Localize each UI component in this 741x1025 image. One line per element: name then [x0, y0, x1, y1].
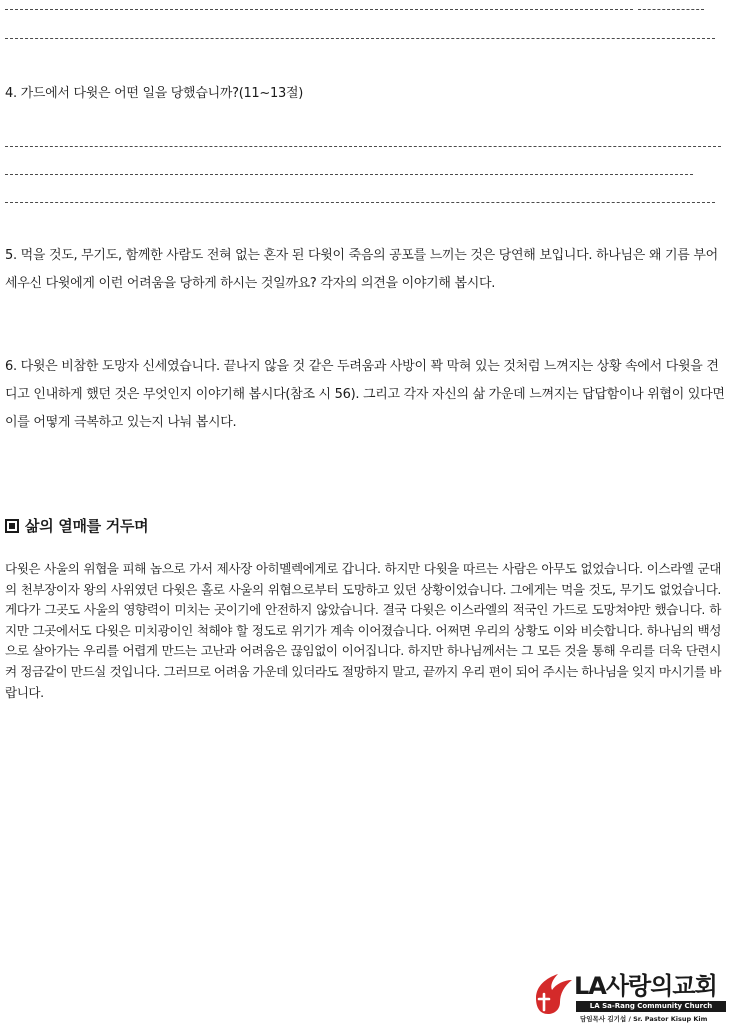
church-name: LA사랑의교회: [574, 972, 717, 1000]
answer-line: [638, 9, 704, 10]
answer-line: [5, 9, 633, 10]
answer-line: [5, 146, 721, 147]
section-body: 다윗은 사울의 위협을 피해 놉으로 가서 제사장 아히멜렉에게로 갑니다. 하지만 다윗을 따르는 사람은 아무도 없었습니다. 이스라엘 군대의 천부장이자 왕의 사위였던 다윗은 홀로 사울의 위협으로부터 도망하고 있던 상황이었습니다. 그에게는 먹을 것도, 무기도 없었습니다. 게다가 그곳도 사울의 영향력이 미치는 곳이기에 안전하지 않았습니다. 결국 다윗은 이스라엘의 적국인 가드로 도망쳐야만 했습니다. 하지만 그곳에서도 다윗은 미치광이인 척해야 할 정도로 위기가 계속 이어졌습니다. 어쩌면 우리의 상황도 이와 비슷합니다. 하나님의 백성으로 살아가는 우리를 어렵게 만드는 고난과 어려움은 끊임없이 이어집니다. 하지만 하나님께서는 그 모든 것을 통해 우리를 더욱 단련시켜 정금같이 만드실 것입니다. 그러므로 어려움 가운데 있더라도 절망하지 말고, 끝까지 우리 편이 되어 주시는 하나님을 잊지 마시기를 바랍니다.: [5, 561, 721, 700]
answer-line: [5, 38, 715, 39]
church-logo: [530, 966, 735, 1024]
pastor-name: 담임목사 김기섭 / Sr. Pastor Kisup Kim: [580, 1015, 708, 1023]
church-english-name: LA Sa-Rang Community Church: [576, 1001, 726, 1012]
answer-line: [5, 174, 693, 175]
answer-line: [5, 202, 715, 203]
question-5: 5. 먹을 것도, 무기도, 함께한 사람도 전혀 없는 혼자 된 다윗이 죽음의 공포를 느끼는 것은 당연해 보입니다. 하나님은 왜 기름 부어 세우신 다윗에게 이런 어려움을 당하게 하시는 것일까요? 각자의 의견을 이야기해 봅시다.: [5, 248, 718, 291]
question-6: 6. 다윗은 비참한 도망자 신세였습니다. 끝나지 않을 것 같은 두려움과 사방이 꽉 막혀 있는 것처럼 느껴지는 상황 속에서 다윗을 견디고 인내하게 했던 것은 무엇인지 이야기해 봅시다(참조 시 56). 그리고 각자 자신의 삶 가운데 느껴지는 답답함이나 위협이 있다면 이를 어떻게 극복하고 있는지 나눠 봅시다.: [5, 359, 725, 430]
square-bullet-icon: [5, 519, 19, 533]
question-4: 4. 가드에서 다윗은 어떤 일을 당했습니까?(11~13절): [5, 86, 303, 101]
flame-cross-icon: [530, 968, 574, 1016]
section-heading: [5, 515, 148, 536]
section-title: 삶의 열매를 거두며: [25, 517, 149, 535]
